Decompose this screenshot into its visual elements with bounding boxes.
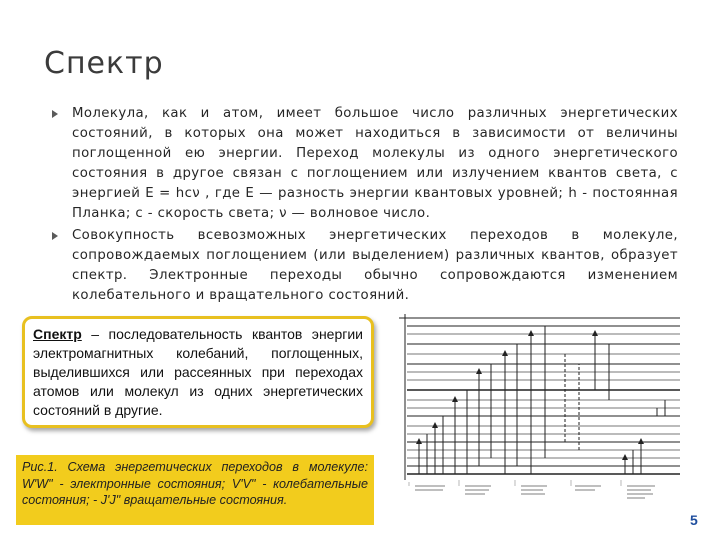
bullet-text: Молекула, как и атом, имеет большое число различных энергетических состояний, в которых она может находиться в зависимости от величины поглощенной ею энергии. Переход молекулы из одного энергетического состояния в другое связан с поглощением или излучением квантов света, с энергией E = hcν , где E — разность энергии квантовых уровней; h - постоянная Планка; c - скорость света; ν — волновое число.: [72, 106, 678, 221]
definition-term: Спектр: [33, 326, 82, 342]
bullet-arrow-icon: [52, 232, 58, 240]
definition-box: [22, 316, 374, 428]
definition-text: – последовательность квантов энергии электромагнитных колебаний, поглощенных, выделившихся или рассеянных при переходах атомов или молекул из одних энергетических состояний в другие.: [33, 326, 363, 418]
bullet-text: Совокупность всевозможных энергетических переходов в молекуле, сопровождаемых поглощением (или выделением) различных квантов, образует спектр. Электронные переходы обычно сопровождаются изменением колебательного и вращательного состояний.: [72, 228, 678, 303]
bullet-item: [50, 104, 678, 224]
slide-title: Спектр: [44, 46, 164, 81]
page-number: 5: [690, 512, 698, 528]
figure-caption: Рис.1. Схема энергетических переходов в молекуле: W'W" - электронные состояния; V'V" - колебательные состояния; - J'J" вращательные состояния.: [16, 455, 374, 525]
energy-level-diagram: [395, 310, 687, 532]
bullet-item: [50, 226, 678, 306]
bullet-list: [50, 104, 678, 308]
bullet-arrow-icon: [52, 110, 58, 118]
